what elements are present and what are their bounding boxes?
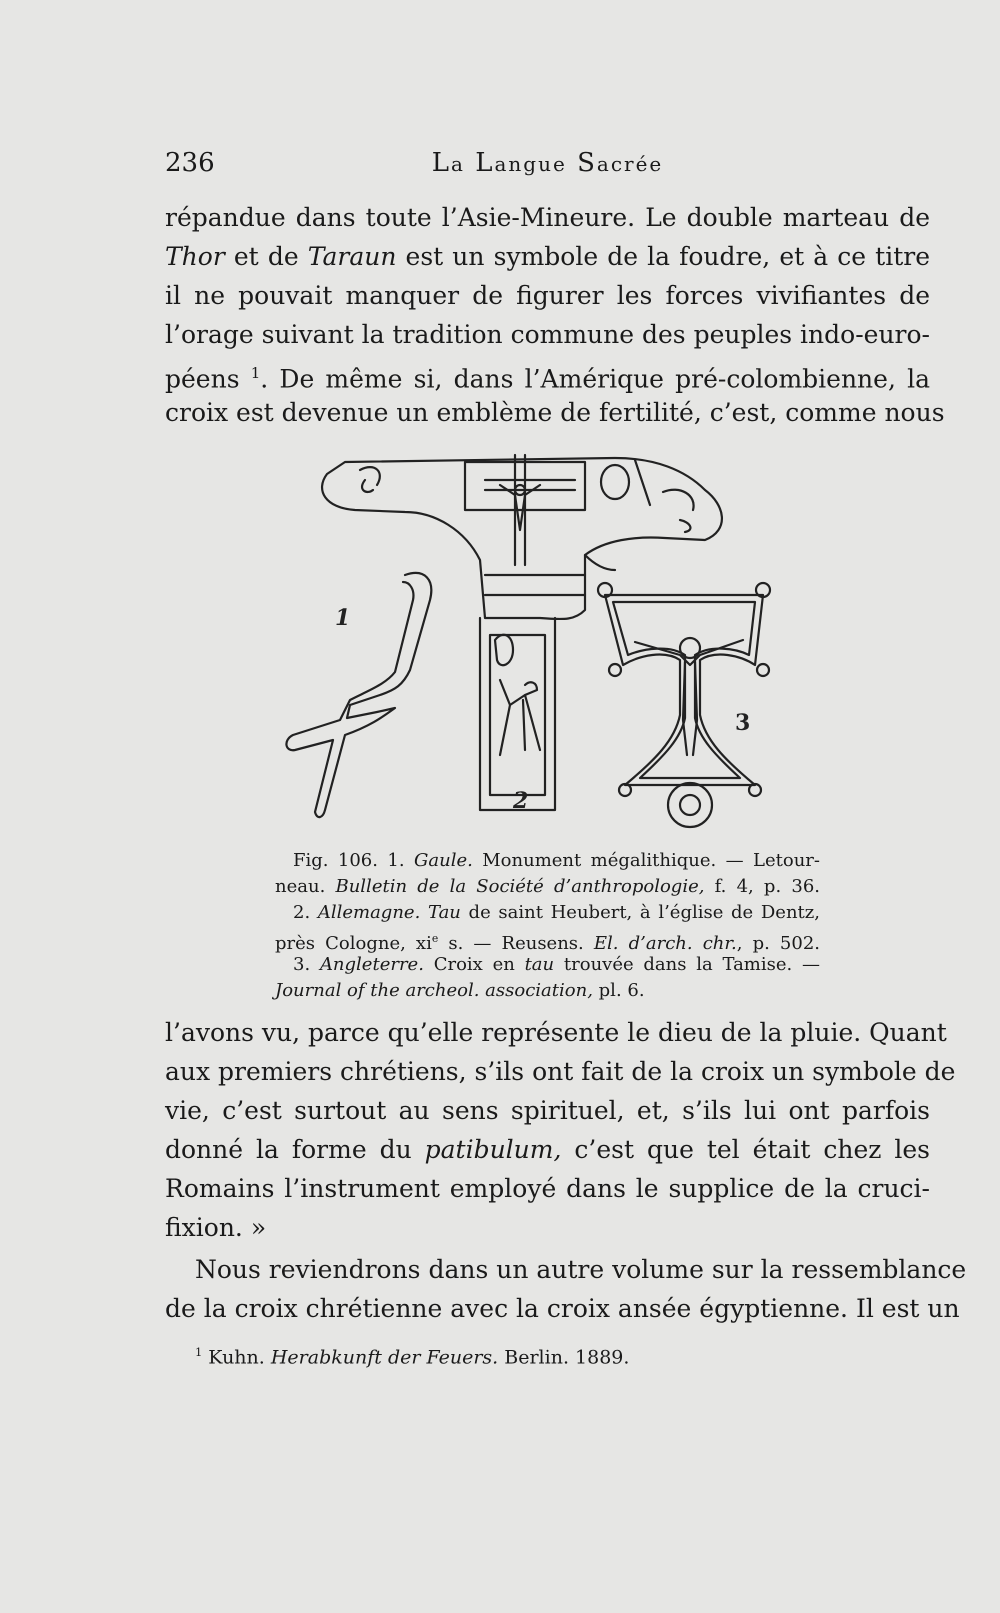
- text-line: aux premiers chrétiens, s’ils ont fait de la croix un symbole de: [165, 1057, 956, 1086]
- running-title: [165, 148, 930, 178]
- text-run: Berlin. 1889.: [498, 1346, 630, 1369]
- figure-label-3: 3: [735, 710, 751, 736]
- text-run: de saint Heubert, à l’église de Dentz,: [460, 902, 820, 923]
- figure-caption: [275, 848, 820, 1004]
- caption-line: [275, 978, 820, 1004]
- text-line: [165, 237, 930, 276]
- text-line: croix est devenue un emblème de fertilité, c’est, comme nous: [165, 398, 945, 427]
- italic-word: patibulum,: [424, 1135, 562, 1164]
- text-run: près Cologne, xi: [275, 933, 432, 954]
- text-line: l’avons vu, parce qu’elle représente le dieu de la pluie. Quant: [165, 1018, 947, 1047]
- title-cap-1: L: [431, 148, 452, 178]
- italic-word: El. d’arch. chr.: [593, 933, 737, 954]
- italic-word: Thor: [165, 242, 225, 271]
- caption-line: [275, 952, 820, 978]
- footnote-ref[interactable]: 1: [250, 364, 261, 382]
- megalithic-cross-gaule: [286, 573, 431, 817]
- superscript: e: [431, 932, 439, 945]
- footnote-mark: 1: [195, 1345, 203, 1359]
- caption-line: [275, 848, 820, 874]
- figure-106-crosses: [285, 450, 805, 850]
- text-run: trouvée dans la Tamise. —: [554, 954, 820, 975]
- text-line: Romains l’instrument employé dans le supplice de la cruci-: [165, 1174, 930, 1203]
- text-run: est un symbole de la foudre, et à ce titre: [396, 242, 930, 271]
- text-run: f. 4, p. 36.: [704, 876, 820, 897]
- text-line: vie, c’est surtout au sens spirituel, et, s’ils lui ont parfois: [165, 1096, 930, 1125]
- running-header: [165, 148, 930, 188]
- body-paragraph-bottom: [165, 1250, 967, 1328]
- title-cap-3: S: [577, 148, 597, 178]
- figure-label-2: 2: [513, 788, 529, 814]
- italic-word: Bulletin de la Société d’anthropologie,: [335, 876, 705, 897]
- text-line: Nous reviendrons dans un autre volume sur la ressemblance: [195, 1255, 967, 1284]
- text-run: , p. 502.: [736, 933, 820, 954]
- text-run: péens: [165, 364, 251, 394]
- text-line: l’orage suivant la tradition commune des peuples indo-euro-: [165, 320, 930, 349]
- text-line: répandue dans toute l’Asie-Mineure. Le double marteau de: [165, 203, 930, 232]
- text-run: s. — Reusens.: [438, 933, 594, 954]
- text-run: 3.: [293, 954, 320, 975]
- text-run: Kuhn.: [202, 1346, 271, 1369]
- figure-label-1: 1: [335, 605, 351, 631]
- italic-word: Tau: [427, 902, 461, 923]
- text-line: [165, 1130, 930, 1169]
- italic-word: Journal of the archeol. association,: [275, 980, 593, 1001]
- text-run: donné la forme du: [165, 1135, 425, 1164]
- footnote: [195, 1345, 629, 1368]
- title-cap-2: L: [475, 148, 495, 178]
- text-run: Fig. 106. 1.: [293, 850, 414, 871]
- caption-line: [275, 874, 820, 900]
- italic-word: Allemagne.: [317, 902, 421, 923]
- tau-cross-angleterre: [598, 583, 770, 827]
- text-run: 2.: [293, 902, 318, 923]
- title-rest-1: a: [451, 152, 465, 176]
- text-run: . De même si, dans l’Amérique pré-colombienne, la: [260, 364, 930, 394]
- italic-word: Gaule.: [413, 850, 473, 871]
- text-run: neau.: [275, 876, 336, 897]
- text-run: [420, 902, 428, 923]
- body-paragraph-top: [165, 198, 945, 432]
- text-run: c’est que tel était chez les: [561, 1135, 930, 1164]
- caption-line: [275, 926, 820, 952]
- title-rest-2: angue: [494, 152, 567, 176]
- italic-word: Angleterre.: [319, 954, 424, 975]
- text-run: pl. 6.: [592, 980, 645, 1001]
- text-line: de la croix chrétienne avec la croix ansée égyptienne. Il est un: [165, 1294, 960, 1323]
- title-rest-3: acrée: [596, 152, 664, 176]
- italic-word: tau: [524, 954, 555, 975]
- text-line: [165, 354, 930, 393]
- page-number: 236: [165, 148, 215, 178]
- text-line: il ne pouvait manquer de figurer les forces vivifiantes de: [165, 281, 930, 310]
- text-run: Croix en: [423, 954, 525, 975]
- text-run: et de: [224, 242, 308, 271]
- body-paragraph-middle: [165, 1013, 956, 1247]
- text-line: fixion. »: [165, 1213, 267, 1242]
- text-run: Monument mégalithique. — Letour-: [472, 850, 820, 871]
- italic-word: Taraun: [307, 242, 397, 271]
- italic-word: Herabkunft der Feuers.: [270, 1346, 499, 1369]
- caption-line: [275, 900, 820, 926]
